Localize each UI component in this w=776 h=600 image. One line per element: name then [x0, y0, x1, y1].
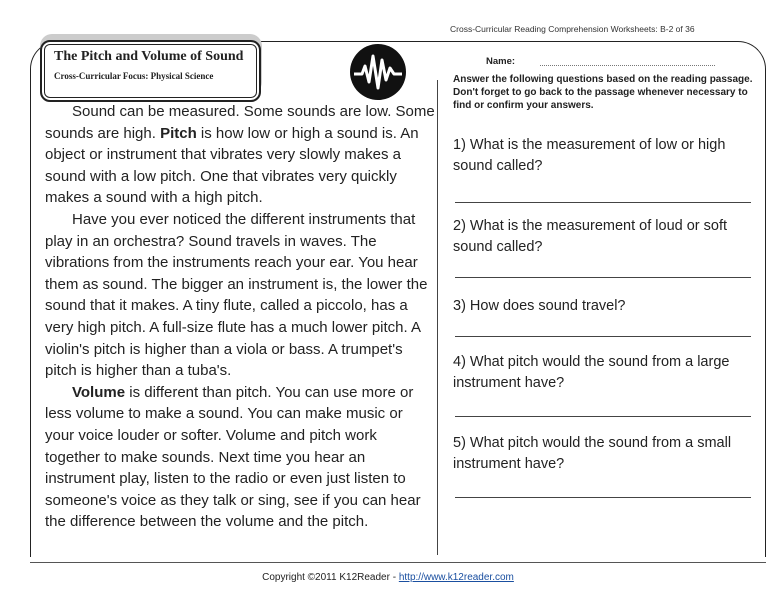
instructions: Answer the following questions based on the reading passage. Don't forget to go back to the passage whenever necessary to find or confirm your answers.: [453, 74, 753, 111]
answer-line-2[interactable]: [455, 277, 751, 278]
title-box: [40, 40, 261, 102]
term-pitch: Pitch: [160, 124, 197, 142]
name-field[interactable]: [540, 65, 715, 66]
question-4: 4) What pitch would the sound from a large instrument have?: [453, 354, 730, 391]
text: Have you ever noticed the different instruments that play in an orchestra? Sound travels in waves. The vibrations from the instruments reach your ear. You hear them as sound. The bigger an instrument is, the lower the sound that it makes. A tiny flute, called a piccolo, has a very high pitch. A full-size flute has a much lower pitch. A violin's pitch is higher than a viola or bass. A trumpet's pitch is higher than a tuba's.: [45, 210, 428, 380]
name-label: Name:: [486, 56, 516, 67]
footer: [0, 572, 776, 583]
sound-wave-icon: [350, 44, 406, 100]
worksheet-header: Cross-Curricular Reading Comprehension Worksheets: B-2 of 36: [450, 24, 695, 34]
paragraph-1: [45, 101, 435, 209]
reading-passage: [45, 101, 435, 533]
text: is how low or high a sound is. An object or instrument that vibrates very slowly makes a sound with a low pitch. One that vibrates very quickly makes a sound with a high pitch.: [45, 124, 419, 207]
focus-subtitle: Cross-Curricular Focus: Physical Science: [54, 71, 214, 81]
text: Sound can be measured. Some sounds are low. Some sounds are high.: [45, 103, 435, 142]
answer-line-5[interactable]: [455, 497, 751, 498]
page-title: The Pitch and Volume of Sound: [54, 49, 244, 64]
answer-line-1[interactable]: [455, 202, 751, 203]
website-link[interactable]: http://www.k12reader.com: [398, 572, 514, 583]
column-divider: [437, 80, 438, 555]
answer-line-3[interactable]: [455, 336, 751, 337]
question-2: 2) What is the measurement of loud or soft sound called?: [453, 218, 728, 255]
question-3: 3) How does sound travel?: [453, 298, 626, 314]
footer-rule: [30, 562, 766, 563]
question-1: 1) What is the measurement of low or high sound called?: [453, 137, 726, 174]
paragraph-2: [45, 209, 435, 382]
term-volume: Volume: [72, 383, 126, 401]
text: is different than pitch. You can use more or less volume to make a sound. You can make music or your voice louder or softer. Volume and pitch work together to make sounds. Next time you hear an instrument play, listen to the radio or even just listen to someone's voice as they talk or sing, see if you can hear the difference between the volume and the pitch.: [45, 383, 421, 531]
question-5: 5) What pitch would the sound from a small instrument have?: [453, 435, 732, 472]
answer-line-4[interactable]: [455, 416, 751, 417]
copyright-text: Copyright ©2011 K12Reader -: [262, 572, 399, 583]
paragraph-3: [45, 382, 435, 533]
